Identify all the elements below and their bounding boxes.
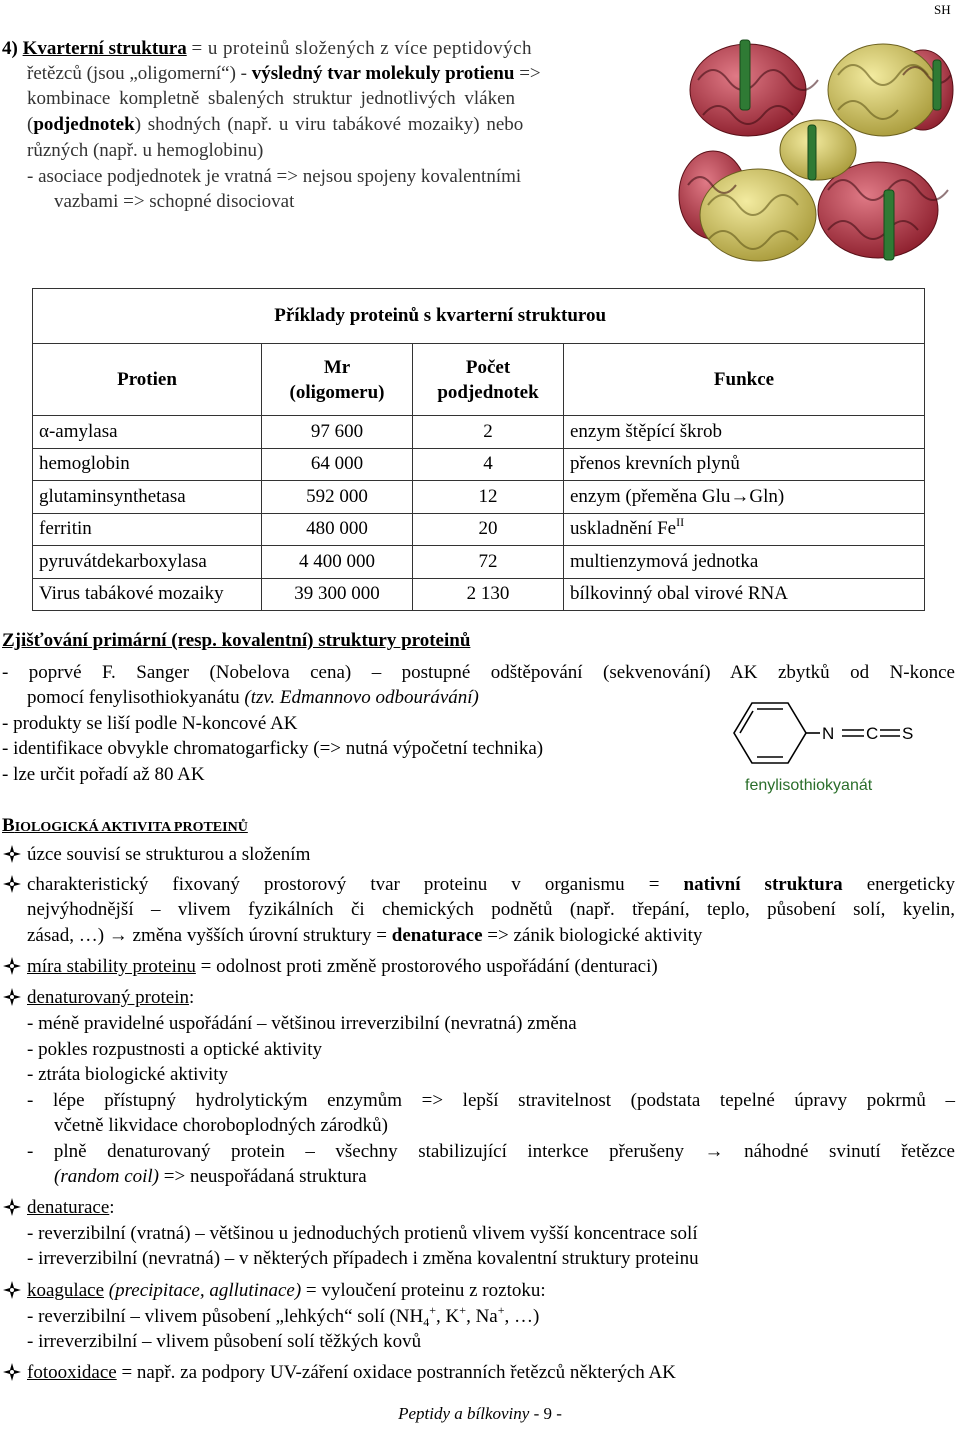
bullet-item: úzce souvisí se strukturou a složením	[2, 843, 957, 869]
diamond-bullet-icon	[2, 843, 26, 867]
protein-table	[32, 288, 925, 611]
quaternary-line-7: vazbami => schopné disociovat	[54, 191, 295, 212]
primary-line-2: pomocí fenylisothiokyanátu (tzv. Edmannovo odbourávání)	[27, 687, 479, 708]
table-row: pyruvátdekarboxylasa 4 400 000 72 multienzymová jednotka	[33, 546, 925, 579]
atom-n: N	[822, 724, 835, 743]
table-row: Virus tabákové mozaiky 39 300 000 2 130 bílkovinný obal virové RNA	[33, 578, 925, 611]
quaternary-line-1: 4) Kvarterní struktura = u proteinů složených z více peptidových	[2, 38, 532, 59]
quaternary-line-2: řetězců (jsou „oligomerní“) - výsledný tvar molekuly protienu =>	[27, 63, 541, 84]
quaternary-line-6: - asociace podjednotek je vratná => nejsou spojeny kovalentními	[27, 166, 522, 187]
diamond-bullet-icon	[2, 1361, 26, 1385]
atom-s: S	[902, 724, 914, 743]
diamond-bullet-icon	[2, 1279, 26, 1303]
table-row: ferritin 480 000 20 uskladnění $Fe^{II}$	[33, 513, 925, 546]
diamond-bullet-icon	[2, 955, 26, 979]
quaternary-heading: Kvarterní struktura	[22, 38, 187, 59]
quaternary-line-3: kombinace kompletně sbalených struktur jednotlivých vláken	[27, 88, 516, 109]
corner-mark: SH	[934, 2, 951, 17]
atom-c: C	[866, 724, 879, 743]
phenyl-isothiocyanate-structure	[724, 695, 954, 775]
header-mr: Mr (oligomeru)	[262, 344, 413, 416]
primary-line-1: - poprvé F. Sanger (Nobelova cena) – postupné odštěpování (sekvenování) AK zbytků od N-konce	[2, 662, 955, 683]
bullet-item: denaturace: - reverzibilní (vratná) – většinou u jednoduchých protienů vlivem vyšší koncentrace solí - irreverzibilní (nevratná) – v některých případech i změna kovalentní struktury proteinu	[2, 1196, 957, 1272]
primary-line-3: - produkty se liší podle N-koncové AK	[2, 713, 298, 734]
primary-line-4: - identifikace obvykle chromatogarficky (=> nutná výpočetní technika)	[2, 738, 544, 759]
diamond-bullet-icon	[2, 986, 26, 1010]
hemoglobin-structure-image	[678, 20, 956, 282]
primary-heading: Zjišťování primární (resp. kovalentní) struktury proteinů	[2, 630, 471, 651]
diamond-bullet-icon	[2, 873, 26, 897]
bullet-item: denaturovaný protein: - méně pravidelné uspořádání – většinou irreverzibilní (nevratná) změna - pokles rozpustnosti a optické aktivity - ztráta biologické aktivity - lépe přístupný hydrolytickým enzymům => lepší stravitelnost (podstata tepelné úpravy pokrmů – včetně likvidace choroboplodných zárodků) - plně denaturovaný protein – všechny stabilizující interkce přerušeny → náhodné svinutí řetězce (random coil) => neuspořádaná struktura	[2, 986, 957, 1166]
structure-label: fenylisothiokyanát	[745, 777, 873, 794]
diamond-bullet-icon	[2, 1196, 26, 1220]
bullet-item: charakteristický fixovaný prostorový tvar proteinu v organismu = nativní struktura energeticky nejvýhodnější – vlivem fyzikálních či chemických podnětů (např. třepání, teplo, působení solí, kyelin, zásad, …) → změna vyšších úrovní struktury = denaturace => zánik biologické aktivity	[2, 873, 957, 951]
quaternary-line-4: (podjednotek) shodných (např. u viru tabákové mozaiky) nebo	[27, 114, 524, 135]
primary-line-5: - lze určit pořadí až 80 AK	[2, 764, 205, 785]
header-function: Funkce	[564, 344, 925, 416]
bullet-item: míra stability proteinu = odolnost proti změně prostorového uspořádání (denturaci)	[2, 955, 957, 981]
section-number: 4)	[2, 38, 18, 59]
quaternary-line-5: různých (např. u hemoglobinu)	[27, 140, 264, 161]
table-caption: Příklady proteinů s kvarterní strukturou	[262, 289, 619, 344]
header-subunit-count: Počet podjednotek	[413, 344, 564, 416]
bullet-item: koagulace (precipitace, agllutinace) = vyloučení proteinu z roztoku: - reverzibilní – vlivem působení „lehkých“ solí ($NH_4^+$, K+, Na+, …) - irreverzibilní – vlivem působení solí těžkých kovů	[2, 1279, 957, 1355]
table-row: α-amylasa 97 600 2 enzym štěpící škrob	[33, 416, 925, 449]
bullet-item: fotooxidace = např. za podpory UV-záření oxidace postranních řetězců některých AK	[2, 1361, 957, 1387]
bio-heading: BIOLOGICKÁ AKTIVITA PROTEINŮ	[2, 815, 248, 836]
table-row: glutaminsynthetasa 592 000 12 enzym (přeměna Glu→Gln)	[33, 481, 925, 514]
page-footer: Peptidy a bílkoviny - 9 -	[398, 1404, 562, 1423]
header-protein: Protien	[33, 344, 262, 416]
table-row: hemoglobin 64 000 4 přenos krevních plynů	[33, 448, 925, 481]
